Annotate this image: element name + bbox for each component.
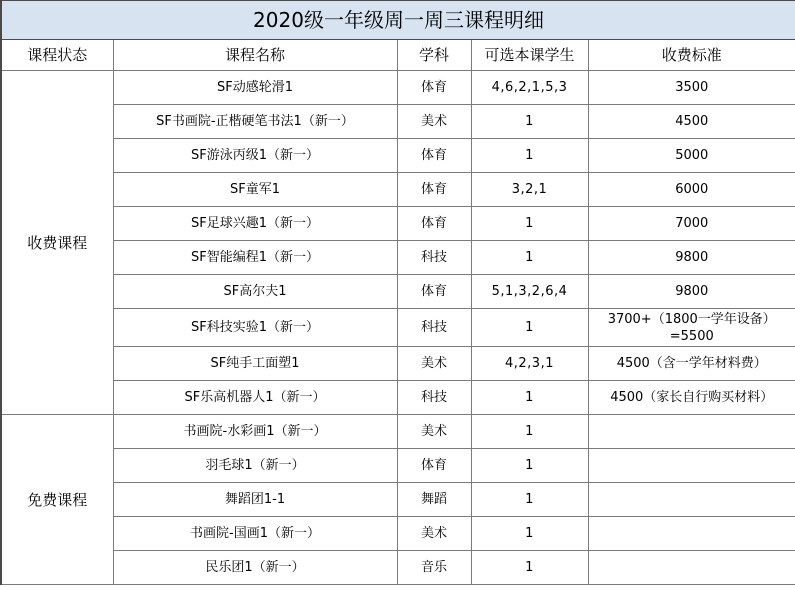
table-row xyxy=(1,517,795,551)
students-cell: 4,2,3,1 xyxy=(471,347,588,381)
table-row xyxy=(1,449,795,483)
fee-cell xyxy=(588,483,795,517)
course-name-cell: 舞蹈团1-1 xyxy=(113,483,397,517)
table-row xyxy=(1,309,795,347)
subject-cell: 体育 xyxy=(397,275,471,309)
students-cell: 1 xyxy=(471,483,588,517)
fee-cell xyxy=(588,449,795,483)
students-cell: 5,1,3,2,6,4 xyxy=(471,275,588,309)
header-fee: 收费标准 xyxy=(588,40,795,71)
course-name-cell: SF高尔夫1 xyxy=(113,275,397,309)
subject-cell: 体育 xyxy=(397,139,471,173)
course-status-cell: 收费课程 xyxy=(1,71,113,415)
students-cell: 1 xyxy=(471,517,588,551)
fee-cell: 3500 xyxy=(588,71,795,105)
table-row xyxy=(1,347,795,381)
table-row xyxy=(1,381,795,415)
title-row xyxy=(1,1,795,40)
fee-cell: 6000 xyxy=(588,173,795,207)
fee-cell: 9800 xyxy=(588,241,795,275)
table-row xyxy=(1,415,795,449)
subject-cell: 美术 xyxy=(397,517,471,551)
table-row xyxy=(1,241,795,275)
fee-cell: 7000 xyxy=(588,207,795,241)
subject-cell: 体育 xyxy=(397,449,471,483)
fee-cell xyxy=(588,517,795,551)
students-cell: 3,2,1 xyxy=(471,173,588,207)
table-row xyxy=(1,207,795,241)
subject-cell: 科技 xyxy=(397,241,471,275)
sheet-title: 2020级一年级周一周三课程明细 xyxy=(1,1,795,40)
students-cell: 1 xyxy=(471,105,588,139)
students-cell: 4,6,2,1,5,3 xyxy=(471,71,588,105)
subject-cell: 科技 xyxy=(397,381,471,415)
course-name-cell: SF纯手工面塑1 xyxy=(113,347,397,381)
subject-cell: 美术 xyxy=(397,415,471,449)
course-name-cell: SF书画院-正楷硬笔书法1（新一） xyxy=(113,105,397,139)
table-row xyxy=(1,275,795,309)
table-row xyxy=(1,71,795,105)
course-name-cell: 民乐团1（新一） xyxy=(113,551,397,585)
course-name-cell: SF科技实验1（新一） xyxy=(113,309,397,347)
course-name-cell: SF游泳丙级1（新一） xyxy=(113,139,397,173)
course-name-cell: SF智能编程1（新一） xyxy=(113,241,397,275)
course-table-body xyxy=(1,1,795,585)
subject-cell: 体育 xyxy=(397,173,471,207)
subject-cell: 音乐 xyxy=(397,551,471,585)
header-subject: 学科 xyxy=(397,40,471,71)
students-cell: 1 xyxy=(471,309,588,347)
table-row xyxy=(1,173,795,207)
course-name-cell: 书画院-水彩画1（新一） xyxy=(113,415,397,449)
subject-cell: 科技 xyxy=(397,309,471,347)
students-cell: 1 xyxy=(471,415,588,449)
course-name-cell: SF动感轮滑1 xyxy=(113,71,397,105)
fee-cell: 4500 xyxy=(588,105,795,139)
course-name-cell: SF童军1 xyxy=(113,173,397,207)
subject-cell: 舞蹈 xyxy=(397,483,471,517)
students-cell: 1 xyxy=(471,139,588,173)
course-status-cell: 免费课程 xyxy=(1,415,113,585)
course-name-cell: SF乐高机器人1（新一） xyxy=(113,381,397,415)
header-row xyxy=(1,40,795,71)
table-row xyxy=(1,105,795,139)
subject-cell: 体育 xyxy=(397,71,471,105)
fee-cell: 9800 xyxy=(588,275,795,309)
header-students: 可选本课学生 xyxy=(471,40,588,71)
fee-cell: 3700+（1800一学年设备）=5500 xyxy=(588,309,795,347)
fee-cell: 5000 xyxy=(588,139,795,173)
subject-cell: 体育 xyxy=(397,207,471,241)
course-name-cell: SF足球兴趣1（新一） xyxy=(113,207,397,241)
course-name-cell: 书画院-国画1（新一） xyxy=(113,517,397,551)
table-row xyxy=(1,139,795,173)
course-name-cell: 羽毛球1（新一） xyxy=(113,449,397,483)
fee-cell: 4500（家长自行购买材料） xyxy=(588,381,795,415)
header-course-name: 课程名称 xyxy=(113,40,397,71)
students-cell: 1 xyxy=(471,551,588,585)
fee-cell xyxy=(588,551,795,585)
table-row xyxy=(1,551,795,585)
subject-cell: 美术 xyxy=(397,347,471,381)
fee-cell xyxy=(588,415,795,449)
students-cell: 1 xyxy=(471,381,588,415)
students-cell: 1 xyxy=(471,241,588,275)
fee-cell: 4500（含一学年材料费） xyxy=(588,347,795,381)
table-row xyxy=(1,483,795,517)
header-status: 课程状态 xyxy=(1,40,113,71)
students-cell: 1 xyxy=(471,207,588,241)
subject-cell: 美术 xyxy=(397,105,471,139)
students-cell: 1 xyxy=(471,449,588,483)
